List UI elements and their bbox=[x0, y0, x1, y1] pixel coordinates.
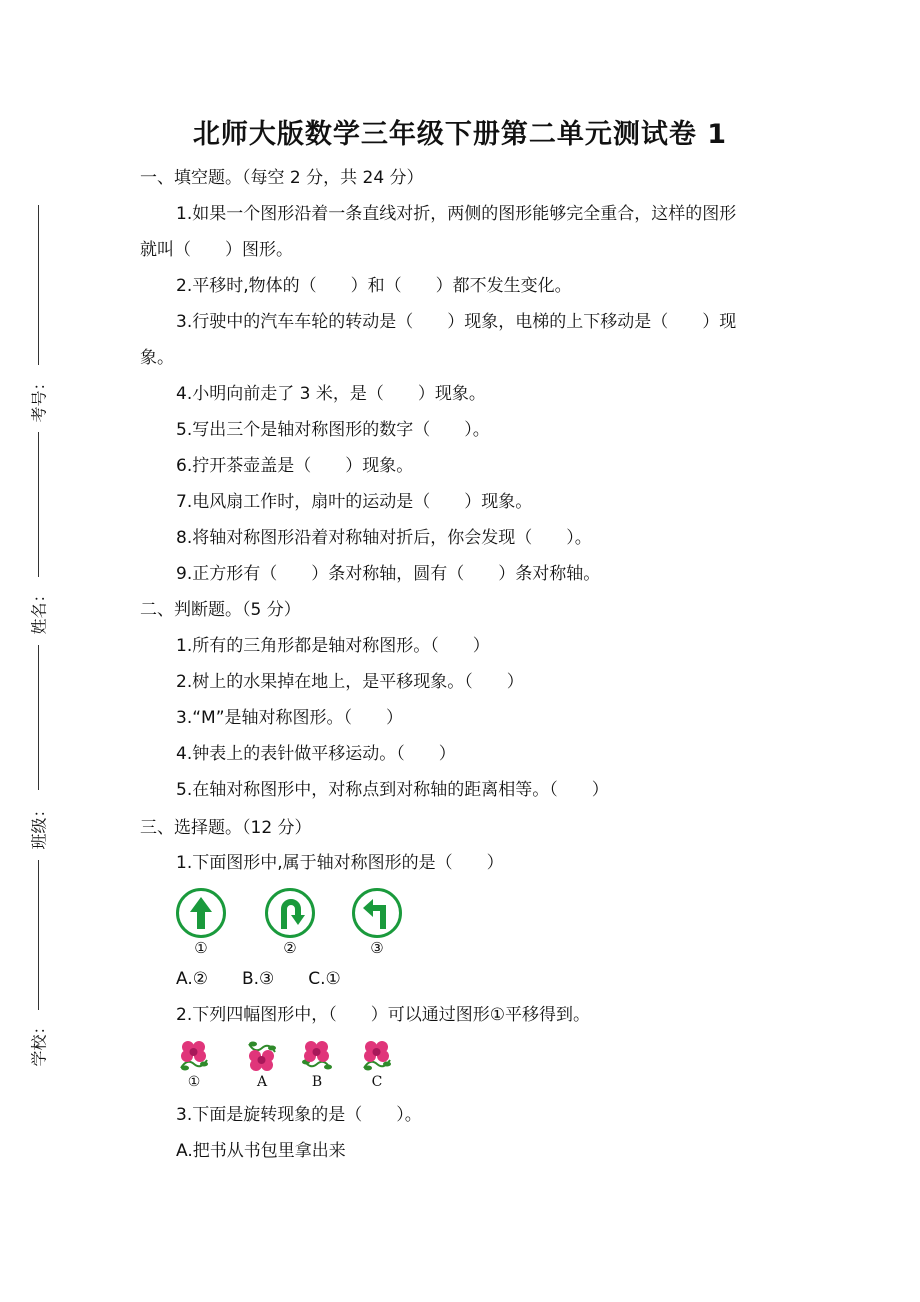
flower-option-c-icon bbox=[360, 1038, 394, 1074]
flower-option-b-icon bbox=[300, 1038, 334, 1074]
flower-original-icon bbox=[177, 1038, 211, 1074]
straight-arrow-sign-icon bbox=[175, 887, 227, 939]
s1-question-3-line1: 3.行驶中的汽车车轮的转动是（ ）现象，电梯的上下移动是（ ）现 bbox=[176, 312, 737, 332]
flower-caption-a: A bbox=[256, 1074, 268, 1090]
u-turn-arrow-sign-icon bbox=[264, 887, 316, 939]
sign-caption-2: ② bbox=[283, 939, 297, 957]
s2-question-3: 3.“M”是轴对称图形。（ ） bbox=[176, 708, 404, 728]
margin-rule-top bbox=[38, 205, 39, 365]
margin-rule-exam-no bbox=[38, 432, 39, 577]
margin-rule-name bbox=[38, 645, 39, 790]
page-title: 北师大版数学三年级下册第二单元测试卷 1 bbox=[192, 119, 728, 150]
section3-heading: 三、选择题。（12 分） bbox=[140, 818, 312, 838]
s3-question-2: 2.下列四幅图形中，（ ）可以通过图形①平移得到。 bbox=[176, 1005, 590, 1025]
s1-question-6: 6.拧开茶壶盖是（ ）现象。 bbox=[176, 456, 414, 476]
margin-rule-class bbox=[38, 860, 39, 1010]
name-label: 姓名： bbox=[29, 585, 49, 635]
flower-option-a-icon bbox=[245, 1038, 279, 1074]
s1-question-7: 7.电风扇工作时，扇叶的运动是（ ）现象。 bbox=[176, 492, 533, 512]
s2-question-4: 4.钟表上的表针做平移运动。（ ） bbox=[176, 744, 456, 764]
sign-caption-3: ③ bbox=[370, 939, 384, 957]
section1-heading: 一、填空题。（每空 2 分，共 24 分） bbox=[140, 168, 424, 188]
flower-caption-c: C bbox=[371, 1074, 383, 1090]
s1-question-9: 9.正方形有（ ）条对称轴，圆有（ ）条对称轴。 bbox=[176, 564, 601, 584]
s3-question-3: 3.下面是旋转现象的是（ ）。 bbox=[176, 1105, 422, 1125]
exam-no-label: 考号： bbox=[29, 373, 49, 423]
s1-question-3-line2: 象。 bbox=[140, 348, 174, 368]
s1-question-2: 2.平移时,物体的（ ）和（ ）都不发生变化。 bbox=[176, 276, 572, 296]
s2-question-1: 1.所有的三角形都是轴对称图形。（ ） bbox=[176, 636, 490, 656]
s2-question-2: 2.树上的水果掉在地上，是平移现象。（ ） bbox=[176, 672, 524, 692]
s1-question-1-line2: 就叫（ ）图形。 bbox=[140, 240, 293, 260]
s1-question-1-line1: 1.如果一个图形沿着一条直线对折，两侧的图形能够完全重合，这样的图形 bbox=[176, 204, 737, 224]
s2-question-5: 5.在轴对称图形中，对称点到对称轴的距离相等。（ ） bbox=[176, 780, 609, 800]
section2-heading: 二、判断题。（5 分） bbox=[140, 600, 301, 620]
flower-caption-b: B bbox=[311, 1074, 323, 1090]
s1-question-4: 4.小明向前走了 3 米，是（ ）现象。 bbox=[176, 384, 486, 404]
left-turn-arrow-sign-icon bbox=[351, 887, 403, 939]
s1-question-8: 8.将轴对称图形沿着对称轴对折后，你会发现（ ）。 bbox=[176, 528, 592, 548]
s1-question-5: 5.写出三个是轴对称图形的数字（ ）。 bbox=[176, 420, 490, 440]
school-label: 学校： bbox=[29, 1017, 49, 1067]
class-label: 班级： bbox=[29, 800, 49, 850]
s3-question-1: 1.下面图形中,属于轴对称图形的是（ ） bbox=[176, 853, 504, 873]
s3-question-3-option-a: A.把书从书包里拿出来 bbox=[176, 1141, 346, 1161]
s3-question-1-options: A.② B.③ C.① bbox=[176, 969, 341, 989]
flower-caption-1: ① bbox=[187, 1074, 201, 1090]
sign-caption-1: ① bbox=[194, 939, 208, 957]
